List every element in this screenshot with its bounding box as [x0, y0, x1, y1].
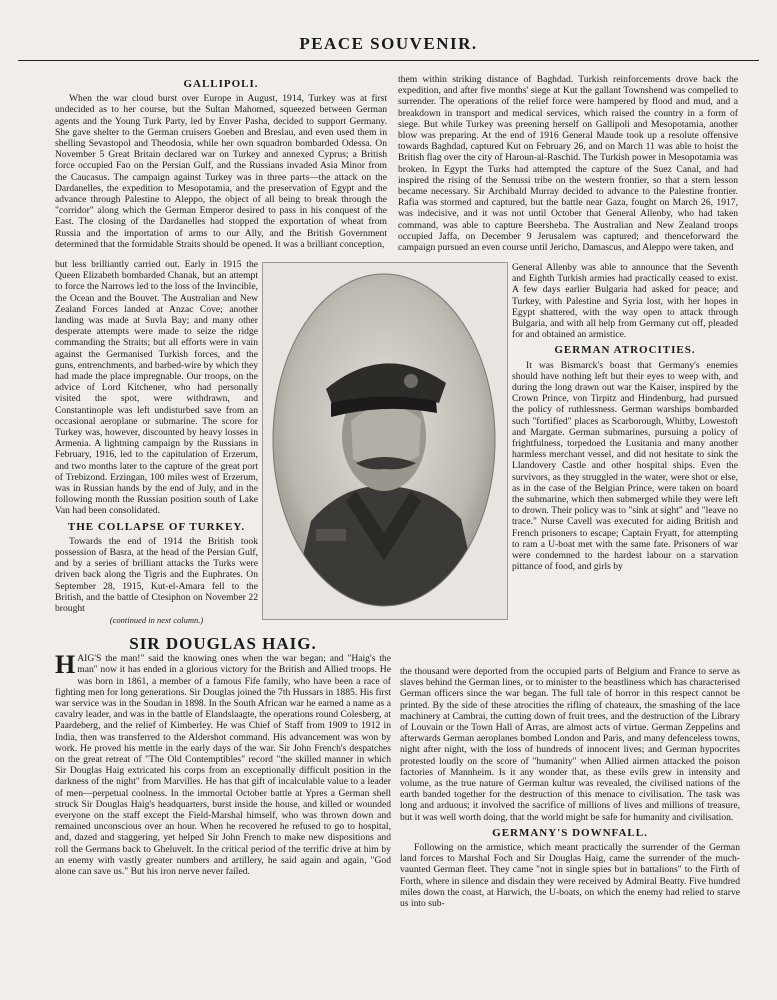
gallipoli-heading: GALLIPOLI.	[183, 78, 259, 90]
gallipoli-article-top	[55, 74, 387, 259]
right-lower-column	[400, 666, 740, 966]
haig-portrait-image	[271, 271, 497, 609]
gallipoli-article-column	[55, 259, 258, 629]
atrocities-column	[512, 262, 738, 663]
gallipoli-paragraph: When the war cloud burst over Europe in August, 1914, Turkey was at first undecided as to her course, but the Sultan Mahomed, squeezed between German agents and the Young Turk Party, led by Enver Pasha, decided to support Germany. She gave shelter to the German cruisers Goeben and Breslau, and even used them in shelling Sevastopol and Theodosia, while her own squadron bombarded Odessa. On November 5 Great Britain declared war on Turkey and annexed Cyprus; a British force occupied Fao on the Persian Gulf, and the Russians invaded Asia Minor from the Caucasus. The campaign against Turkey was in three parts—the attack on the Dardanelles, the expedition to Mesopotamia, and the preservation of Egypt and the advance through Palestine to Aleppo, the object of all being to break through the "corridor" along which the German Emperor desired to pass in his conquest of the East. The closing of the Dardanelles had stopped the exportation of wheat from Russia and the importation of arms to our Ally, and the British Government determined that the formidable Straits should be opened. It was a brilliant conception,	[55, 93, 387, 250]
haig-dropcap: H	[55, 650, 76, 680]
continued-note: (continued in next column.)	[109, 615, 204, 626]
collapse-heading: THE COLLAPSE OF TURKEY.	[67, 520, 246, 533]
downfall-paragraph: Following on the armistice, which meant practically the surrender of the German land forces to Marshal Foch and Sir Douglas Haig, came the surrender of the much-vaunted German fleet. They came "not in single spies but in battalions" to the Firth of Forth, where in silence and disdain they were received by Admiral Beatty. Five hundred miles down the coast, at Harwich, the U-boats, on which the enemy had relied to starve us into sub-	[400, 842, 740, 910]
downfall-heading: GERMANY'S DOWNFALL.	[492, 826, 648, 839]
haig-heading: SIR DOUGLAS HAIG.	[129, 636, 317, 653]
portrait-frame	[262, 262, 508, 620]
atrocities-paragraph: It was Bismarck's boast that Germany's enemies should have nothing left but their eyes to weep with, and during the long drawn out war the Kaiser, inspired by the Crown Prince, von Tirpitz and Hindenburg, had pursued the policy of ruthlessness. German warships bombarded such "fortified" places as Scarborough, Whitby, Lowestoft and Margate. German submarines, pursuing a policy of frightfulness, torpedoed the Lusitania and many another harmless merchant vessel, and did not hesitate to sink the Llandovery Castle and other hospital ships. Even the survivors, as they struggled in the water, were shot or else, as in the case of the Belgian Prince, were taken on board the submarine, which then submerged while they were left to drown. Their policy was to "sink at sight" and "leave no trace." Nurse Cavell was executed for aiding British and French prisoners to escape; Captain Fryatt, for attempting to ram a U-boat met with the same fate. Prisoners of war were condemned to the hardest labour on a starvation pittance of food, and girls by	[512, 359, 738, 573]
turkey-continued-tail: General Allenby was able to announce that the Seventh and Eighth Turkish armies had practically ceased to exist. A few days earlier Bulgaria had asked for peace; and Turkey, with Palestine and Syria lost, with her hopes in Egypt shattered, with the way open to attack through Bulgaria, and with all help from Germany cut off, pleaded for and obtained an armistice.	[512, 262, 738, 341]
gallipoli-paragraph-cont: but less brilliantly carried out. Early in 1915 the Queen Elizabeth bombarded Chanak, but an attempt to force the Narrows led to the loss of the Invincible, the Ocean and the Bouvet. The Australian and New Zealand Forces landed at Anzac Cove; another landing was made at Suvla Bay; and many other desperate attempts were made to seize the ridge commanding the Straits; but all efforts were in vain against the Germanised Turkish forces, and the guns, entrenchments, and barbed-wire by which they had made the place impregnable. Our troops, on the advice of Lord Kitchener, who had personally visited the spot, were withdrawn, and Constantinople was left undisturbed save from an occasional aeroplane or submarine. The score for Turkey was, however, discounted by heavy losses in Armenia. A lightning campaign by the Russians in February, 1916, led to the capitulation of Erzerum, and two months later to the capture of the great port of Trebizond. Erzingan, 100 miles west of Erzerum, was in Russian hands by the end of July, and in the following month the Russian position south of Lake Van had been consolidated.	[55, 259, 258, 517]
haig-paragraph	[55, 650, 391, 878]
turkey-continued-paragraph: them within striking distance of Baghdad. Turkish reinforcements drove back the expedition, and after five months' siege at Kut the gallant Townshend was compelled to surrender. The operations of the relief force were hampered by flood and mud, and a breakdown in transport and medical services, which raised the country in a form of siege. But while Turkey was preening herself on Gallipoli and Mesopotamia, another blow was preparing. At the end of 1916 General Maude took up a resolute offensive towards Baghdad, captured Kut on February 26, and on March 11 was able to hoist the British flag over the city of Haroun-al-Raschid. The Turkish power in Mesopotamia was broken. In Egypt the Turks had attempted the capture of the Suez Canal, and had inspired the rising of the Senussi tribe on the western frontier, so that a stern lesson became necessary. Sir Archibald Murray decided to advance to the Palestine frontier. Rafia was stormed and captured, but the battle near Gaza, fought on March 26, 1917, was indecisive, and it was not until October that General Allenby, who had taken command, was able to capture Beersheba. The Australian and New Zealand troops occupied Jaffa, on December 9 Jerusalem was captured; and thenceforward the campaign pursued an even course until Jericho, Damascus, and Aleppo were taken, and	[398, 74, 738, 254]
atrocities-paragraph-cont: the thousand were deported from the occupied parts of Belgium and France to serve as slaves behind the German lines, or to minister to the beastliness which has characterised German officers since the war began. The full tale of horror in this respect cannot be printed. By the side of these atrocities the rifling of chateaux, the smashing of the lace machinery at Cambrai, the cutting down of fruit trees, and the destruction of the Library of Louvain or the Town Hall of Arras, are almost acts of virtue. German Zeppelins and afterwards German aeroplanes bombed London and Paris, and many defenceless towns, night after night, with the loss of hundreds of innocent lives; and German hypocrites protested loudly on the score of "humanity" when Allied airmen attacked the poison factories of Mannheim. Is it any wonder that, as these evils grew in intensity and volume, as the true nature of German kultur was revealed, the civilised nations of the earth banded together for the destruction of this menace to civilisation. The task was long and arduous; it involved the sacrifice of millions of lives and millions of treasure, but it was well worth doing, that the world might be safe for humanity and civilisation.	[400, 666, 740, 823]
page-masthead: PEACE SOUVENIR.	[299, 34, 478, 53]
collapse-paragraph: Towards the end of 1914 the British took possession of Basra, at the head of the Persian Gulf, and by a series of brilliant attacks the Turks were driven back along the Tigris and the Euphrates. On September 28, 1915, Kut-el-Amara fell to the British, and the battle of Ctesiphon on November 22 brought	[55, 535, 258, 615]
haig-article	[55, 636, 391, 966]
turkey-continued-top	[398, 74, 738, 262]
atrocities-heading: GERMAN ATROCITIES.	[554, 344, 696, 357]
haig-text: AIG'S the man!" said the knowing ones when the war began; and "Haig's the man" now it has ended in a glorious victory for the British and Allied troops. He was born in 1861, a member of a famous Fife family, who have been a race of fighting men for long generations. Sir Douglas joined the 7th Hussars in 1885. His first war service was in the Soudan in 1898. In the South African war he earned a name as a cavalry leader, and was in the battle of Elandslaagte, the operations round Colesberg, at Paardeberg, and the relief of Kimberley. He was Chief of Staff from 1909 to 1912 in India, then was transferred to the Aldershot command. His advancement was won by work. He proved his mettle in the early days of the war. Sir John French's despatches on the great retreat of "The Old Contemptibles" record "the skilled manner in which Sir Douglas Haig extricated his corps from an exceptionally difficult position in the darkness of the night" from Marvilles. He has that gift of incalculable value to a leader of men—perpetual coolness. In the immortal October battle at Ypres a German shell struck Sir Douglas Haig's headquarters, burst inside the house, and killed or wounded everyone on the staff except the Field-Marshal himself, who was thrown down and remained unconscious over an hour. When he recovered he refused to go to hospital, and, dazed and staggering, yet helped Sir John French to make new dispositions and roll the Germans back to Gheluvelt. In the critical period of the terrific drive at him by an enemy with vastly greater numbers and artillery, he said again and again, "God alone can save us." But his iron nerve never failed.	[55, 653, 391, 878]
masthead-rule	[18, 60, 759, 61]
